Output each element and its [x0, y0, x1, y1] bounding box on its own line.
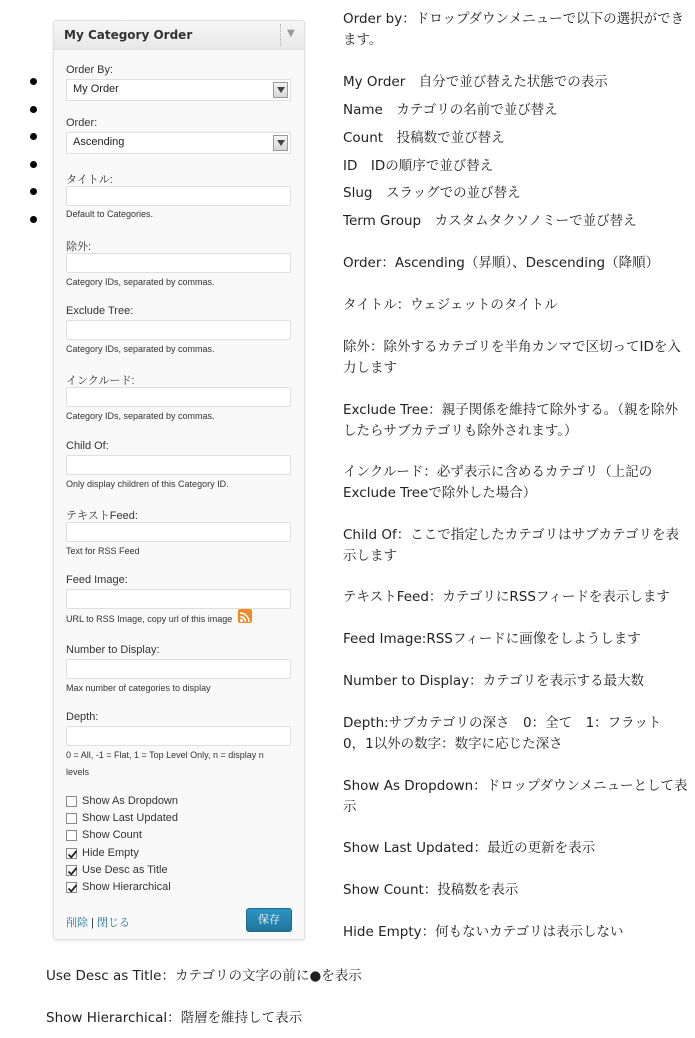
order-label: Order: — [66, 117, 98, 129]
desc-order: Order：Ascending（昇順）、Descending（降順） — [343, 255, 660, 271]
close-link[interactable]: 閉じる — [96, 917, 130, 929]
desc-term-group: Term Group カスタムタクソノミーで並び替え — [343, 213, 637, 229]
order-by-select[interactable] — [66, 79, 291, 101]
exclude-tree-label: Exclude Tree: — [66, 305, 134, 317]
widget-title: My Category Order — [64, 28, 193, 42]
exclude-label: 除外: — [66, 241, 92, 253]
link-separator: | — [91, 917, 94, 929]
feed-text-input[interactable] — [66, 522, 291, 542]
desc-feed-text: テキストFeed：カテゴリにRSSフィードを表示します — [343, 589, 670, 605]
desc-show-last-updated: Show Last Updated：最近の更新を表示 — [343, 840, 596, 856]
desc-feed-image: Feed Image:RSSフィードに画像をしようします — [343, 631, 641, 647]
exclude-input[interactable] — [66, 253, 291, 273]
order-value: Ascending — [73, 136, 125, 148]
checkbox-box[interactable] — [66, 813, 77, 824]
chevron-down-icon[interactable] — [273, 82, 288, 98]
widget-header[interactable] — [54, 21, 304, 50]
desc-id: ID IDの順序で並び替え — [343, 158, 494, 174]
desc-name: Name カテゴリの名前で並び替え — [343, 102, 558, 118]
desc-number-to-display: Number to Display：カテゴリを表示する最大数 — [343, 673, 645, 689]
title-hint: Default to Categories. — [66, 209, 154, 219]
order-select[interactable] — [66, 132, 291, 154]
depth-label: Depth: — [66, 711, 99, 723]
child-of-label: Child Of: — [66, 440, 109, 452]
checkmark-icon — [67, 883, 78, 894]
checkbox-label: Show As Dropdown — [82, 795, 178, 807]
feed-text-label: テキストFeed: — [66, 510, 138, 522]
desc-order-by: Order by：ドロップダウンメニューで以下の選択ができます。 — [343, 11, 685, 48]
number-to-display-label: Number to Display: — [66, 644, 160, 656]
category-order-widget — [53, 20, 305, 940]
collapse-arrow-icon[interactable]: ▼ — [287, 28, 295, 39]
desc-depth: Depth:サブカテゴリの深さ 0：全て 1：フラット 0，1以外の数字：数字に応じた深さ — [343, 715, 675, 752]
note-use-desc-as-title: Use Desc as Title：カテゴリの文字の前に●を表示 — [46, 968, 362, 984]
checkbox-box[interactable] — [66, 882, 77, 893]
desc-child-of: Child Of：ここで指定したカテゴリはサブカテゴリを表示します — [343, 527, 680, 564]
desc-my-order: My Order 自分で並び替えた状態での表示 — [343, 74, 608, 90]
checkbox-box[interactable] — [66, 848, 77, 859]
desc-slug: Slug スラッグでの並び替え — [343, 185, 521, 201]
child-of-input[interactable] — [66, 455, 291, 475]
checkbox-label: Hide Empty — [82, 847, 139, 859]
desc-include: インクルード：必ず表示に含めるカテゴリ（上記のExclude Treeで除外した場合） — [343, 464, 653, 501]
desc-exclude-tree: Exclude Tree：親子関係を維持て除外する。（親を除外したらサブカテゴリも除外されます。） — [343, 402, 679, 439]
include-label: インクルード: — [66, 375, 135, 387]
delete-link[interactable]: 削除 — [66, 917, 88, 929]
desc-count: Count 投稿数で並び替え — [343, 130, 505, 146]
number-to-display-input[interactable] — [66, 659, 291, 679]
bullet — [30, 106, 37, 113]
widget-control-links — [66, 914, 130, 930]
desc-exclude: 除外：除外するカテゴリを半角カンマで区切ってIDを入力します — [343, 339, 681, 376]
checkmark-icon — [67, 866, 78, 877]
desc-show-as-dropdown: Show As Dropdown：ドロップダウンメニューとして表示 — [343, 778, 688, 815]
bullet — [30, 133, 37, 140]
title-label: タイトル: — [66, 174, 113, 186]
order-by-label: Order By: — [66, 64, 114, 76]
bullet — [30, 188, 37, 195]
bullet — [30, 78, 37, 85]
include-input[interactable] — [66, 387, 291, 407]
checkbox-label: Show Last Updated — [82, 812, 179, 824]
chevron-down-icon[interactable] — [273, 135, 288, 151]
exclude-hint: Category IDs, separated by commas. — [66, 277, 215, 287]
checkbox-label: Show Count — [82, 829, 142, 841]
depth-hint: 0 = All, -1 = Flat, 1 = Top Level Only, n = display n — [66, 750, 264, 760]
depth-hint-cont: levels — [66, 767, 90, 777]
desc-show-count: Show Count：投稿数を表示 — [343, 882, 519, 898]
bullet — [30, 161, 37, 168]
number-to-display-hint: Max number of categories to display — [66, 683, 211, 693]
save-button[interactable]: 保存 — [246, 908, 292, 932]
feed-image-label: Feed Image: — [66, 574, 128, 586]
header-divider — [280, 24, 281, 46]
note-show-hierarchical: Show Hierarchical：階層を維持して表示 — [46, 1010, 303, 1026]
include-hint: Category IDs, separated by commas. — [66, 411, 215, 421]
checkbox-box[interactable] — [66, 796, 77, 807]
desc-hide-empty: Hide Empty：何もないカテゴリは表示しない — [343, 924, 624, 940]
checkbox-box[interactable] — [66, 830, 77, 841]
checkmark-icon — [67, 849, 78, 860]
feed-image-input[interactable] — [66, 589, 291, 609]
feed-image-hint: URL to RSS Image, copy url of this image — [66, 614, 233, 624]
checkbox-box[interactable] — [66, 865, 77, 876]
exclude-tree-input[interactable] — [66, 320, 291, 340]
checkbox-label: Show Hierarchical — [82, 881, 171, 893]
exclude-tree-hint: Category IDs, separated by commas. — [66, 344, 215, 354]
feed-text-hint: Text for RSS Feed — [66, 546, 140, 556]
checkbox-label: Use Desc as Title — [82, 864, 168, 876]
bullet — [30, 216, 37, 223]
order-by-value: My Order — [73, 83, 119, 95]
title-input[interactable] — [66, 186, 291, 206]
rss-feed-icon — [238, 609, 252, 623]
depth-input[interactable] — [66, 726, 291, 746]
desc-title: タイトル：ウェジェットのタイトル — [343, 297, 558, 313]
child-of-hint: Only display children of this Category ID. — [66, 479, 229, 489]
